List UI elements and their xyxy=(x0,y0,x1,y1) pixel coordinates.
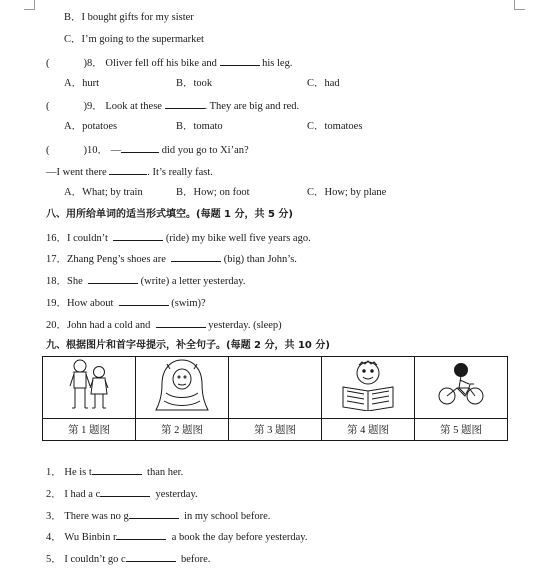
item-text: Wu Binbin r xyxy=(64,532,117,543)
reply-text: —I went there xyxy=(46,167,107,178)
boy-on-bike-icon xyxy=(437,362,485,408)
picture-item-3 xyxy=(46,508,270,524)
question-text: Look at these xyxy=(105,101,162,112)
picture-caption-5: 第 5 题图 xyxy=(415,419,508,441)
page-corner-mark xyxy=(24,0,35,10)
item-text: in my school before. xyxy=(184,511,271,522)
item-text: She xyxy=(67,276,83,287)
picture-caption-2: 第 2 题图 xyxy=(136,419,229,441)
item-text: a book the day before yesterday. xyxy=(171,532,308,543)
item-text: before. xyxy=(180,554,211,565)
option-c: C．tomatoes xyxy=(307,121,363,132)
answer-blank[interactable] xyxy=(100,486,150,497)
question-number: 9． xyxy=(87,101,103,112)
reply-text: . It’s really fast. xyxy=(147,167,213,178)
question-10 xyxy=(46,142,249,158)
answer-paren-close: ) xyxy=(83,58,87,69)
item-text: I had a c xyxy=(64,489,101,500)
picture-cell-3 xyxy=(229,357,322,419)
picture-table xyxy=(42,356,508,441)
dash: — xyxy=(110,145,122,156)
question-text: did you go to Xi’an? xyxy=(161,145,249,156)
item-number: 18． xyxy=(46,276,67,287)
item-number: 17． xyxy=(46,254,67,265)
item-text: There was no g xyxy=(64,511,129,522)
fill-item-18 xyxy=(46,273,245,289)
item-number: 4． xyxy=(46,532,62,543)
picture-item-1 xyxy=(46,464,183,480)
section-9-heading: 九、根据图片和首字母提示，补全句子。(每题 2 分，共 10 分) xyxy=(46,340,330,351)
item-text: (ride) my bike well five years ago. xyxy=(165,233,311,244)
option-a: A．potatoes xyxy=(64,121,118,132)
answer-blank[interactable] xyxy=(126,551,176,562)
item-text: He is t xyxy=(64,467,92,478)
question-text: Oliver fell off his bike and xyxy=(105,58,217,69)
fill-item-16 xyxy=(46,230,311,246)
option-a: A．What; by train xyxy=(64,187,143,198)
picture-cell-1 xyxy=(43,357,136,419)
item-text: yesterday. (sleep) xyxy=(208,320,282,331)
item-number: 5． xyxy=(46,554,62,565)
question-text: his leg. xyxy=(262,58,293,69)
answer-paren-close: ) xyxy=(83,101,87,112)
question-8 xyxy=(46,55,292,71)
item-text: I couldn’t go c xyxy=(64,554,126,565)
girl-in-blanket-icon xyxy=(152,357,212,413)
question-number: 10． xyxy=(87,145,108,156)
item-number: 19． xyxy=(46,298,67,309)
option-b: B．tomato xyxy=(176,121,223,132)
answer-blank[interactable] xyxy=(171,251,221,262)
question-number: 8． xyxy=(87,58,103,69)
option-b: B．I bought gifts for my sister xyxy=(64,12,194,23)
item-text: yesterday. xyxy=(155,489,198,500)
option-c: C．had xyxy=(307,78,340,89)
item-text: (swim)? xyxy=(171,298,206,309)
item-number: 16． xyxy=(46,233,67,244)
option-c: C．How; by plane xyxy=(307,187,387,198)
fill-item-17 xyxy=(46,251,297,267)
answer-blank[interactable] xyxy=(220,55,260,66)
answer-blank[interactable] xyxy=(156,317,206,328)
picture-caption-3: 第 3 题图 xyxy=(229,419,322,441)
option-b: B．took xyxy=(176,78,213,89)
boy-reading-book-icon xyxy=(339,359,397,411)
picture-cell-2 xyxy=(136,357,229,419)
answer-blank[interactable] xyxy=(116,529,166,540)
picture-cell-4 xyxy=(322,357,415,419)
picture-item-4 xyxy=(46,529,307,545)
picture-item-5 xyxy=(46,551,210,567)
section-8-heading: 八、用所给单词的适当形式填空。(每题 1 分，共 5 分) xyxy=(46,209,293,220)
question-10-reply xyxy=(46,164,213,180)
option-c: C．I’m going to the supermarket xyxy=(64,34,204,45)
item-text: (big) than John’s. xyxy=(223,254,297,265)
page-corner-mark xyxy=(514,0,525,10)
item-text: than her. xyxy=(147,467,184,478)
picture-caption-4: 第 4 题图 xyxy=(322,419,415,441)
picture-item-2 xyxy=(46,486,198,502)
answer-paren-open: ( xyxy=(46,58,50,69)
item-text: Zhang Peng’s shoes are xyxy=(67,254,166,265)
option-a: A．hurt xyxy=(64,78,99,89)
answer-blank[interactable] xyxy=(121,142,159,153)
fill-item-19 xyxy=(46,295,206,311)
question-9 xyxy=(46,98,299,114)
fill-item-20 xyxy=(46,317,282,333)
question-text: . They are big and red. xyxy=(204,101,300,112)
item-number: 20． xyxy=(46,320,67,331)
answer-paren-close: ) xyxy=(83,145,87,156)
picture-cell-5 xyxy=(415,357,508,419)
answer-blank[interactable] xyxy=(119,295,169,306)
answer-blank[interactable] xyxy=(88,273,138,284)
answer-paren-open: ( xyxy=(46,145,50,156)
picture-caption-1: 第 1 题图 xyxy=(43,419,136,441)
answer-blank[interactable] xyxy=(129,508,179,519)
answer-blank[interactable] xyxy=(165,98,205,109)
item-text: How about xyxy=(67,298,114,309)
answer-paren-open: ( xyxy=(46,101,50,112)
item-text: John had a cold and xyxy=(67,320,151,331)
answer-blank[interactable] xyxy=(92,464,142,475)
two-children-icon xyxy=(67,358,111,412)
item-number: 2． xyxy=(46,489,62,500)
item-number: 3． xyxy=(46,511,62,522)
answer-blank[interactable] xyxy=(109,164,147,175)
item-number: 1． xyxy=(46,467,62,478)
item-text: I couldn’t xyxy=(67,233,108,244)
option-b: B．How; on foot xyxy=(176,187,250,198)
answer-blank[interactable] xyxy=(113,230,163,241)
item-text: (write) a letter yesterday. xyxy=(140,276,246,287)
